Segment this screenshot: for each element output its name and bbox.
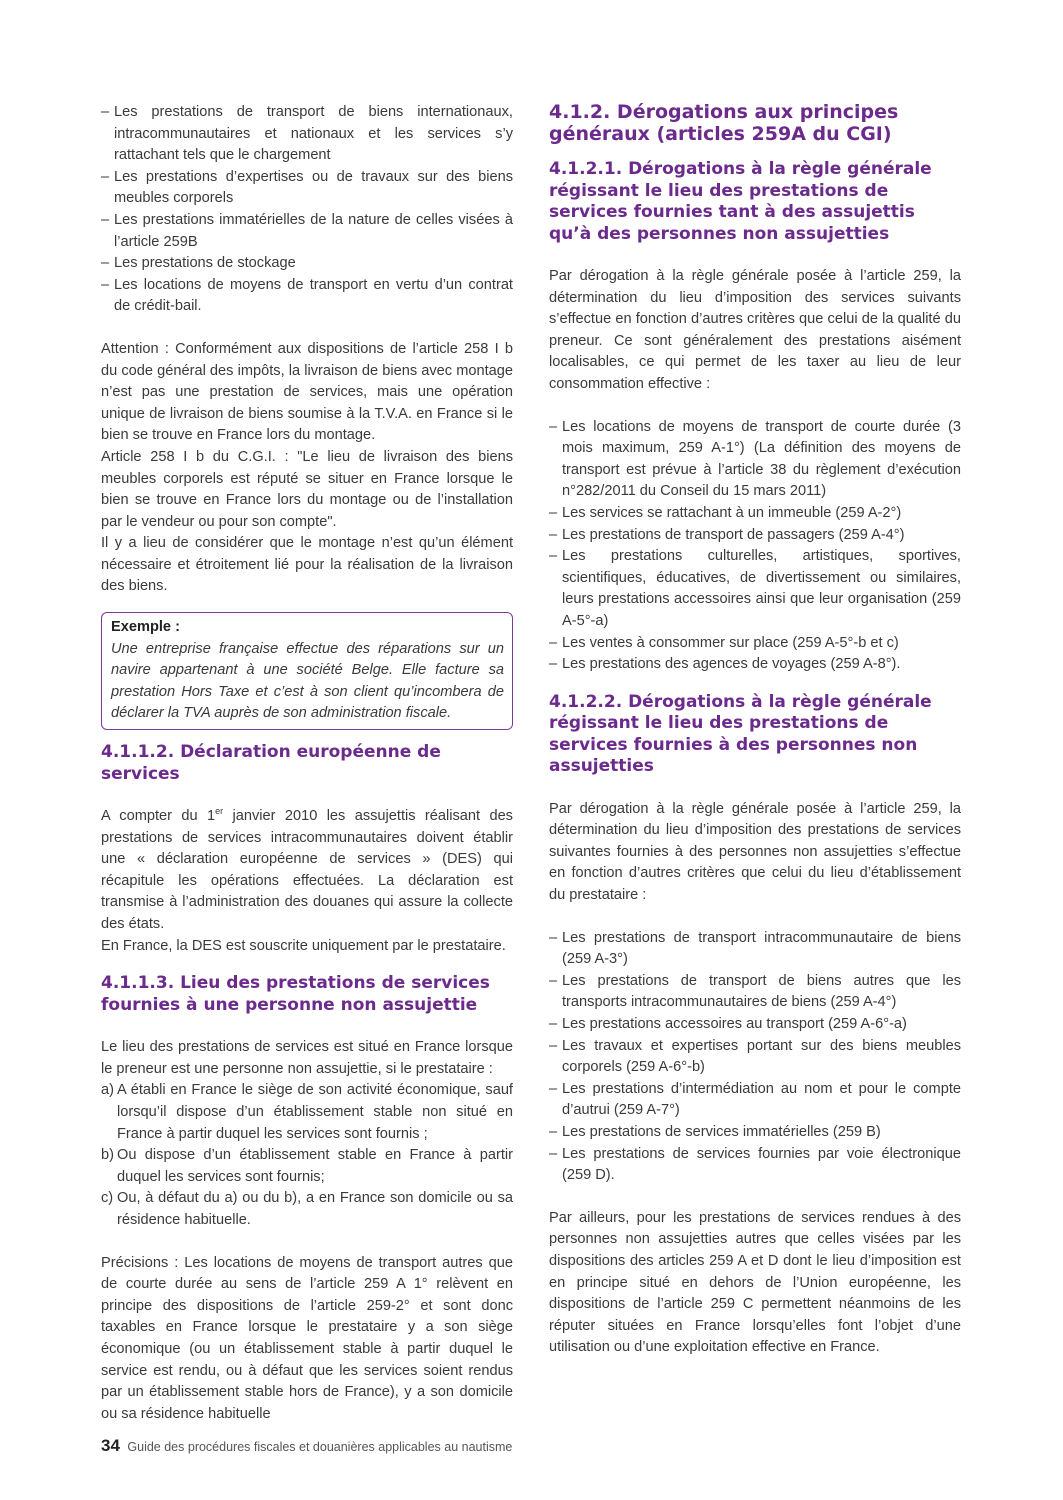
heading-4122: 4.1.2.2. Dérogations à la règle générale régissant le lieu des prestations de services fournies à des personnes non assujetties (549, 691, 932, 777)
list-item: – Les ventes à consommer sur place (259 A-5°-b et c) (549, 633, 961, 655)
list-item: a) A établi en France le siège de son activité économique, sauf lorsqu’il dispose d’un établissement stable non situé en France à partir duquel les services sont fournis ; (101, 1082, 513, 1142)
derogations-list-2 (549, 928, 961, 1187)
list-item: – Les prestations d’expertises ou de travaux sur des biens meubles corporels (101, 167, 513, 210)
heading-4112: 4.1.1.2. Déclaration européenne de services (101, 742, 441, 784)
list-item: – Les prestations immatérielles de la nature de celles visées à l’article 259B (101, 210, 513, 253)
list-item: – Les prestations accessoires au transport (259 A-6°-a) (549, 1014, 961, 1036)
list-item: – Les prestations de transport intracommunautaire de biens (259 A-3°) (549, 928, 961, 971)
list-item: – Les travaux et expertises portant sur des biens meubles corporels (259 A-6°-b) (549, 1036, 961, 1079)
example-box (101, 612, 513, 730)
heading-4121: 4.1.2.1. Dérogations à la règle générale régissant le lieu des prestations de services fournies tant à des assujettis qu’à des personnes non assujetties (549, 159, 932, 244)
paragraph-4122: Par dérogation à la règle générale posée à l’article 259, la détermination du lieu d’imposition des prestations de services suivantes fournies à des personnes non assujetties s’effectue en fonction d’autres critères que celui du lieu d’établissement du prestataire : (549, 800, 961, 904)
transport-services-list (101, 102, 513, 318)
des-paragraph-2: En France, la DES est souscrite uniquement par le prestataire. (101, 937, 506, 954)
paragraph-4121: Par dérogation à la règle générale posée à l’article 259, la détermination du lieu d’imposition des services suivants s’effectue en fonction d’autres critères que celui de la qualité du preneur. Ce sont généralement des prestations aisément localisables, ce qui permet de les taxer au lieu de leur consommation effective : (549, 268, 961, 392)
right-column (549, 102, 961, 1359)
heading-412: 4.1.2. Dérogations aux principes généraux (articles 259A du CGI) (549, 101, 899, 145)
example-title: Exemple : (111, 619, 180, 636)
list-item: – Les prestations de services fournies par voie électronique (259 D). (549, 1144, 961, 1187)
list-item: – Les prestations de transport de biens autres que les transports intracommunautaires de biens (259 A-4°) (549, 971, 961, 1014)
list-item: – Les prestations de transport de passagers (259 A-4°) (549, 525, 961, 547)
list-item: – Les locations de moyens de transport de courte durée (3 mois maximum, 259 A-1°) (La définition des moyens de transport est prévue à l’article 38 du règlement d’exécution n°282/2011 du Conseil du 15 mars 2011) (549, 417, 961, 503)
list-item: – Les prestations des agences de voyages (259 A-8°). (549, 654, 961, 676)
page-number: 34 (101, 1436, 120, 1455)
example-text: Une entreprise française effectue des réparations sur un navire appartenant à une société Belge. Elle facture sa prestation Hors Taxe et c’est à son client qu’incombera de déclarer la TVA auprès de son administration fiscale. (111, 640, 504, 722)
heading-4113: 4.1.1.3. Lieu des prestations de services fournies à une personne non assujettie (101, 973, 490, 1015)
paragraph-par-ailleurs: Par ailleurs, pour les prestations de services rendues à des personnes non assujetties autres que celles visées par les dispositions des articles 259 A et D dont le lieu d’imposition est en principe situé en dehors de l’Union européenne, les dispositions de l’article 259 C permettent néanmoins de les réputer situées en France lorsqu’elles font l’objet d’une utilisation ou d’une exploitation effective en France. (549, 1209, 961, 1356)
attention-paragraph: Attention : Conformément aux dispositions de l’article 258 I b du code général des impôts, la livraison de biens avec montage n’est pas une prestation de services, mais une opération unique de livraison de biens soumise à la T.V.A. en France si le bien se trouve en France lors du montage. (101, 340, 513, 444)
left-column (101, 102, 513, 1425)
list-item: – Les prestations culturelles, artistiques, sportives, scientifiques, éducatives, de divertissement ou similaires, leurs prestations accessoires ainsi que leur organisation (259 A-5°-a) (549, 546, 961, 632)
conditions-list (101, 1080, 513, 1231)
footer-title: Guide des procédures fiscales et douanières applicables au nautisme (127, 1440, 513, 1454)
list-item: – Les locations de moyens de transport en vertu d’un contrat de crédit-bail. (101, 275, 513, 318)
page-footer (101, 1436, 512, 1456)
montage-paragraph: Il y a lieu de considérer que le montage n’est qu’un élément nécessaire et étroitement lié pour la réalisation de la livraison des biens. (101, 535, 513, 595)
article-paragraph: Article 258 I b du C.G.I. : "Le lieu de livraison des biens meubles corporels est réputé se situer en France lorsque le bien se trouve en France lors du montage ou de l’installation par le vendeur ou pour son compte". (101, 448, 513, 530)
list-item: b) Ou dispose d’un établissement stable en France à partir duquel les services sont fournis; (101, 1147, 513, 1185)
derogations-list-1 (549, 417, 961, 676)
lieu-intro: Le lieu des prestations de services est situé en France lorsque le preneur est une personne non assujettie, si le prestataire : (101, 1039, 513, 1077)
list-item: – Les prestations de transport de biens internationaux, intracommunautaires et nationaux et les services s’y rattachant tels que le chargement (101, 102, 513, 167)
des-paragraph: A compter du 1er janvier 2010 les assujettis réalisant des prestations de services intracommunautaires doivent établir une « déclaration européenne de services » (DES) qui récapitule les opérations effectuées. La déclaration est transmise à l’administration des douanes qui assure la collecte des états. (101, 806, 513, 932)
list-item: – Les prestations de services immatérielles (259 B) (549, 1122, 961, 1144)
list-item: – Les prestations d’intermédiation au nom et pour le compte d’autrui (259 A-7°) (549, 1079, 961, 1122)
list-item: c) Ou, à défaut du a) ou du b), a en France son domicile ou sa résidence habituelle. (101, 1190, 513, 1228)
precisions-paragraph: Précisions : Les locations de moyens de transport autres que de courte durée au sens de l’article 259 A 1° relèvent en principe des dispositions de l’article 259-2° et sont donc taxables en France lorsque le prestataire y a son siège économique (ou un établissement stable à partir duquel le service est rendu, ou à défaut que les services soient rendus par un établissement stable hors de France), y a son domicile ou sa résidence habituelle (101, 1254, 513, 1422)
list-item: – Les prestations de stockage (101, 253, 513, 275)
list-item: – Les services se rattachant à un immeuble (259 A-2°) (549, 503, 961, 525)
